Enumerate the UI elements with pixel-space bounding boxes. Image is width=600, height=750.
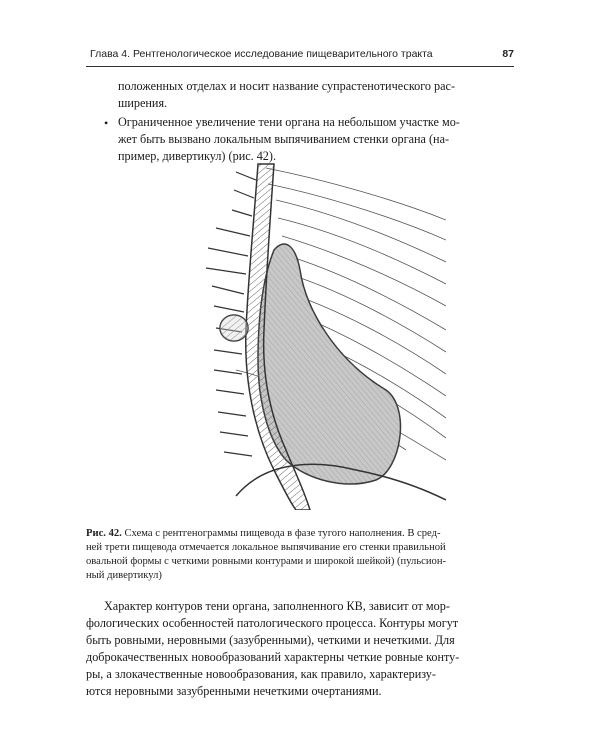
caption-line: ней трети пищевода отмечается локальное выпячивание его стенки правильной (86, 542, 446, 553)
bullet-line: пример, дивертикул) (рис. 42). (118, 149, 277, 163)
caption-line: овальной формы с четкими ровными контурами и широкой шейкой) (пульсион- (86, 556, 447, 567)
bullet-line: Ограниченное увеличение тени органа на небольшом участке мо- (118, 115, 460, 129)
figure-label: Рис. 42. (86, 528, 122, 539)
body-line: Характер контуров тени органа, заполненного КВ, зависит от мор- (104, 599, 450, 613)
intro-line: ширения. (118, 96, 168, 110)
intro-line: положенных отделах и носит название супрастенотического рас- (118, 79, 456, 93)
caption-line-1 (86, 527, 441, 541)
chapter-title: Глава 4. Рентгенологическое исследование пищеварительного тракта (90, 48, 433, 60)
body-line: быть ровными, неровными (зазубренными), четкими и нечеткими. Для (86, 633, 455, 647)
header-divider (86, 66, 514, 67)
bullet-marker: • (104, 116, 109, 130)
caption-text: Схема с рентгенограммы пищевода в фазе тугого наполнения. В сред- (124, 528, 441, 539)
page-number: 87 (502, 48, 514, 60)
caption-line: ный дивертикул) (86, 570, 162, 581)
body-line: фологических особенностей патологического процесса. Контуры могут (86, 616, 459, 630)
body-line: ры, а злокачественные новообразования, как правило, характеризу- (86, 667, 436, 681)
esophagus-figure (196, 160, 446, 510)
body-line: ются неровными зазубренными нечеткими очертаниями. (86, 684, 382, 698)
bullet-line: жет быть вызвано локальным выпячиванием стенки органа (на- (118, 132, 450, 146)
body-line: доброкачественных новообразований характерны четкие ровные конту- (86, 650, 460, 664)
